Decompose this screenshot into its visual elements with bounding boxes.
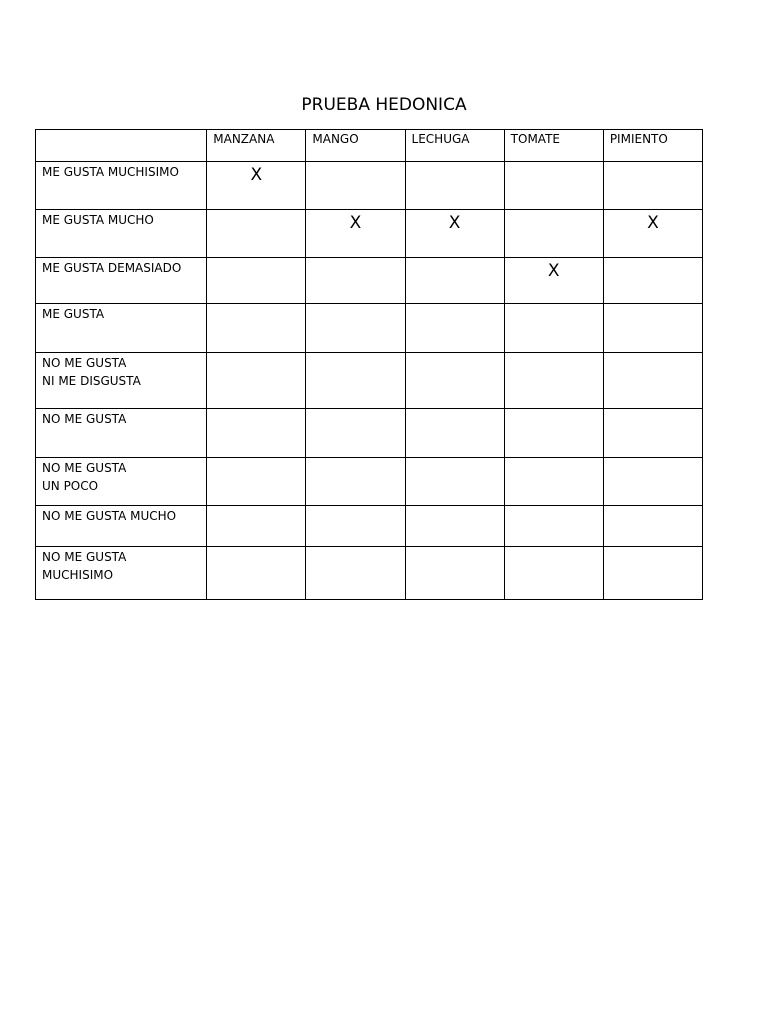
check-mark (505, 458, 603, 461)
column-header-label: TOMATE (510, 132, 560, 146)
check-mark (604, 547, 702, 550)
rating-cell (603, 409, 702, 458)
table-row (36, 258, 703, 304)
check-mark (207, 458, 305, 461)
rating-cell (504, 353, 603, 409)
check-mark (306, 162, 404, 165)
rating-cell (405, 258, 504, 304)
table-row (36, 547, 703, 600)
check-mark (306, 353, 404, 356)
check-mark (406, 162, 504, 165)
rating-cell (603, 547, 702, 600)
column-header-label: PIMIENTO (609, 132, 668, 146)
rating-cell (504, 162, 603, 210)
rating-cell (603, 162, 702, 210)
row-label-cell (36, 547, 207, 600)
rating-cell (306, 353, 405, 409)
page-title: PRUEBA HEDONICA (301, 95, 467, 115)
rating-cell (207, 162, 306, 210)
rating-cell (306, 547, 405, 600)
check-mark (207, 409, 305, 412)
rating-cell (405, 162, 504, 210)
rating-cell (504, 258, 603, 304)
rating-cell (603, 304, 702, 353)
check-mark (406, 409, 504, 412)
check-mark (306, 506, 404, 509)
row-label: ME GUSTA MUCHISIMO (42, 165, 179, 179)
rating-cell (405, 304, 504, 353)
row-label: NO ME GUSTA MUCHISIMO (42, 550, 127, 582)
check-mark (604, 258, 702, 261)
row-label-cell (36, 304, 207, 353)
column-header-label: LECHUGA (411, 132, 470, 146)
check-mark (505, 162, 603, 165)
rating-cell (504, 210, 603, 258)
row-label-cell (36, 210, 207, 258)
rating-cell (405, 409, 504, 458)
row-label-cell (36, 409, 207, 458)
check-mark (406, 304, 504, 307)
check-mark (604, 409, 702, 412)
check-mark (207, 210, 305, 213)
table-row (36, 458, 703, 506)
check-mark (604, 162, 702, 165)
rating-cell (306, 210, 405, 258)
rating-cell (207, 458, 306, 506)
rating-cell (306, 458, 405, 506)
check-mark (406, 258, 504, 261)
check-mark (406, 353, 504, 356)
check-mark (406, 458, 504, 461)
check-mark (505, 547, 603, 550)
table-row (36, 162, 703, 210)
hedonic-table (35, 129, 703, 600)
rating-cell (306, 506, 405, 547)
check-mark (505, 409, 603, 412)
row-label: NO ME GUSTA NI ME DISGUSTA (42, 356, 141, 388)
column-header-pimiento (603, 130, 702, 162)
table-row (36, 210, 703, 258)
rating-cell (306, 162, 405, 210)
rating-cell (504, 506, 603, 547)
rating-cell (603, 258, 702, 304)
rating-cell (207, 506, 306, 547)
check-mark (406, 547, 504, 550)
rating-cell (603, 506, 702, 547)
check-mark (604, 458, 702, 461)
rating-cell (405, 353, 504, 409)
rating-cell (603, 458, 702, 506)
check-mark (306, 258, 404, 261)
rating-cell (207, 258, 306, 304)
column-header-lechuga (405, 130, 504, 162)
rating-cell (603, 353, 702, 409)
check-mark: X (250, 165, 263, 185)
check-mark: X (647, 213, 659, 233)
check-mark (505, 210, 603, 213)
check-mark (207, 506, 305, 509)
rating-cell (405, 547, 504, 600)
table-row (36, 506, 703, 547)
rating-cell (504, 547, 603, 600)
check-mark: X (349, 213, 362, 233)
check-mark (604, 304, 702, 307)
table-header-row (36, 130, 703, 162)
check-mark: X (547, 261, 560, 281)
column-header-manzana (207, 130, 306, 162)
row-label-cell (36, 353, 207, 409)
check-mark (604, 353, 702, 356)
row-label-cell (36, 258, 207, 304)
column-header-mango (306, 130, 405, 162)
row-label: NO ME GUSTA UN POCO (42, 461, 127, 493)
rating-cell (306, 409, 405, 458)
check-mark (505, 353, 603, 356)
rating-cell (504, 409, 603, 458)
rating-cell (207, 547, 306, 600)
check-mark (207, 304, 305, 307)
rating-cell (306, 258, 405, 304)
row-label-cell (36, 506, 207, 547)
rating-cell (504, 304, 603, 353)
check-mark (207, 258, 305, 261)
row-label: NO ME GUSTA MUCHO (42, 509, 177, 523)
row-label-cell (36, 458, 207, 506)
check-mark (604, 506, 702, 509)
rating-cell (207, 304, 306, 353)
rating-cell (306, 304, 405, 353)
row-label: ME GUSTA DEMASIADO (42, 261, 182, 275)
row-label: ME GUSTA (42, 307, 105, 321)
check-mark (207, 547, 305, 550)
check-mark (406, 506, 504, 509)
check-mark (306, 458, 404, 461)
header-corner-cell (36, 130, 207, 162)
check-mark (207, 353, 305, 356)
rating-cell (504, 458, 603, 506)
rating-cell (207, 210, 306, 258)
check-mark: X (448, 213, 461, 233)
row-label: ME GUSTA MUCHO (42, 213, 154, 227)
row-label-cell (36, 162, 207, 210)
row-label: NO ME GUSTA (42, 412, 127, 426)
rating-cell (405, 210, 504, 258)
rating-cell (405, 458, 504, 506)
rating-cell (603, 210, 702, 258)
rating-cell (207, 409, 306, 458)
column-header-label: MANGO (312, 132, 359, 146)
column-header-tomate (504, 130, 603, 162)
table-row (36, 304, 703, 353)
check-mark (306, 409, 404, 412)
check-mark (306, 547, 404, 550)
check-mark (306, 304, 404, 307)
table-row (36, 409, 703, 458)
rating-cell (207, 353, 306, 409)
check-mark (505, 506, 603, 509)
rating-cell (405, 506, 504, 547)
column-header-label: MANZANA (213, 132, 275, 146)
table-row (36, 353, 703, 409)
check-mark (505, 304, 603, 307)
